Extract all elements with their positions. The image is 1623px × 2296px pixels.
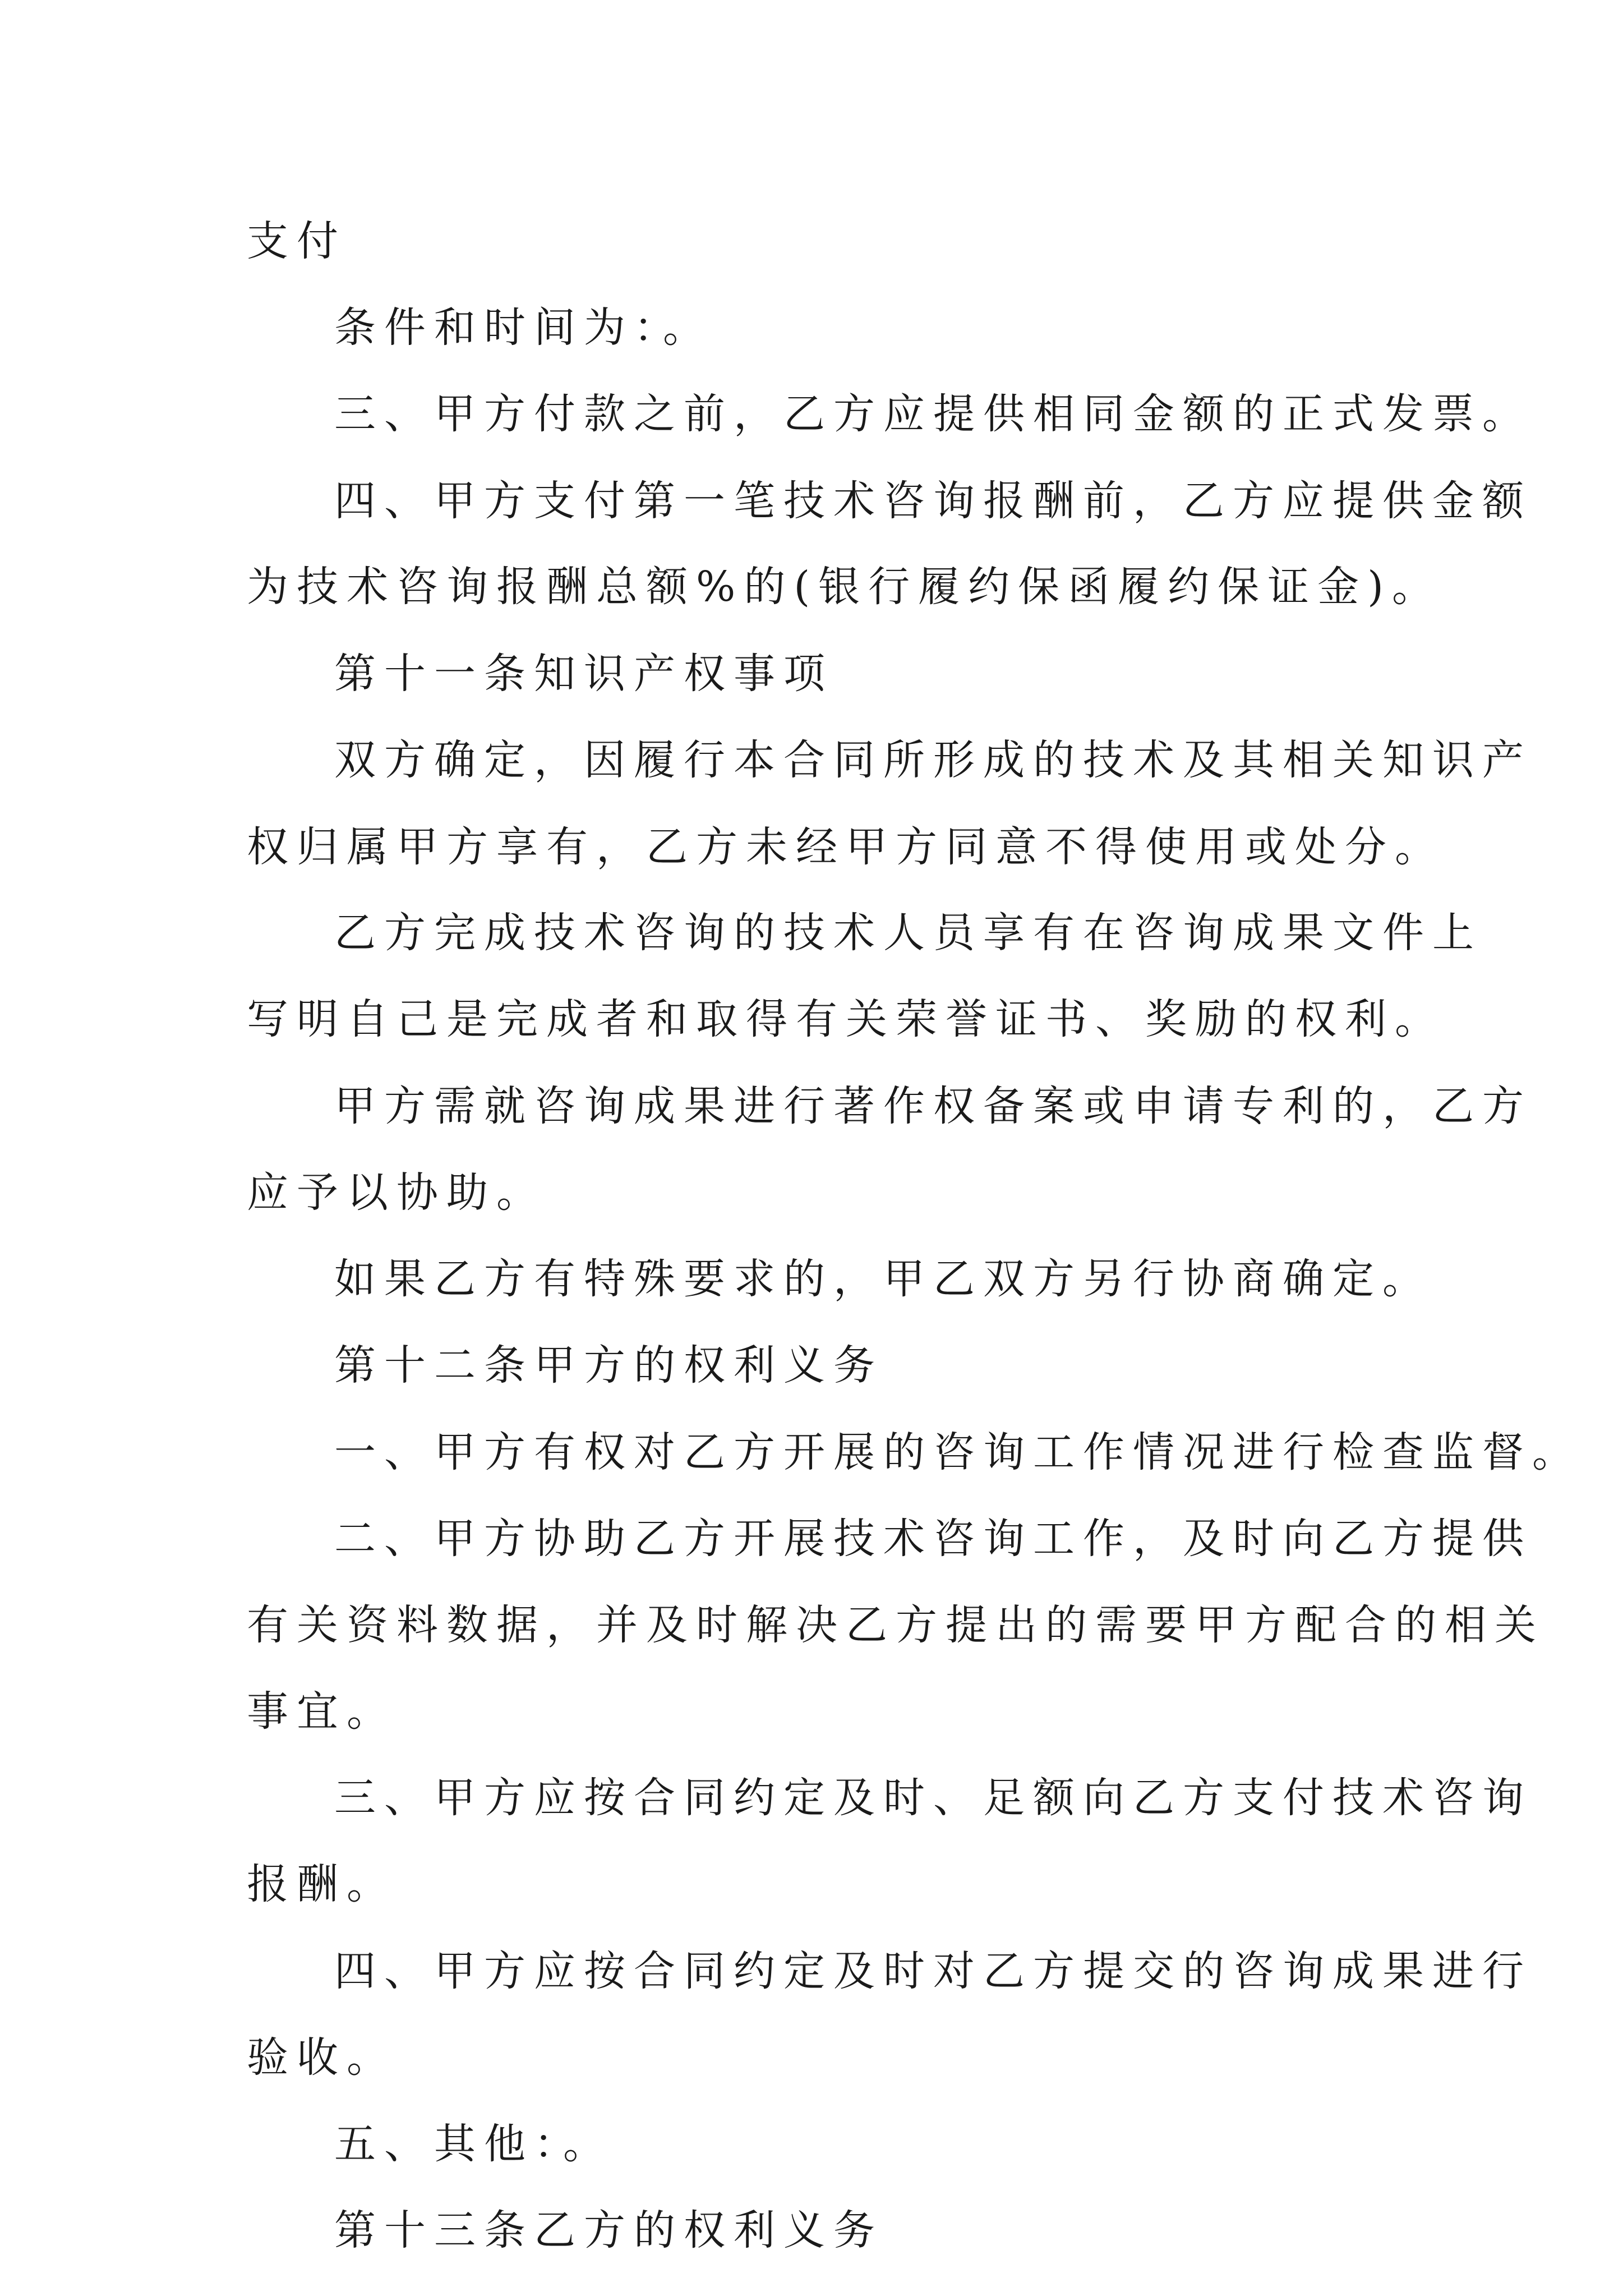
paragraph-line: 应予以协助。 — [247, 1168, 546, 1217]
paragraph-line: 双方确定，因履行本合同所形成的技术及其相关知识产 — [334, 736, 1532, 784]
section-heading: 第十三条乙方的权利义务 — [334, 2206, 883, 2254]
paragraph-line: 一、甲方有权对乙方开展的咨询工作情况进行检查监督。 — [334, 1428, 1582, 1476]
paragraph-line: 四、甲方应按合同约定及时对乙方提交的咨询成果进行 — [334, 1947, 1532, 1995]
paragraph-line: 为技术咨询报酬总额%的(银行履约保函履约保证金)。 — [247, 563, 1442, 611]
paragraph-line: 三、甲方付款之前，乙方应提供相同金额的正式发票。 — [334, 390, 1532, 438]
paragraph-line: 五、其他：。 — [334, 2120, 613, 2168]
paragraph-line: 甲方需就咨询成果进行著作权备案或申请专利的，乙方 — [334, 1082, 1532, 1130]
paragraph-line: 二、甲方协助乙方开展技术咨询工作，及时向乙方提供 — [334, 1515, 1532, 1563]
paragraph-line: 四、甲方支付第一笔技术咨询报酬前，乙方应提供金额 — [334, 477, 1532, 525]
paragraph-line: 权归属甲方享有，乙方未经甲方同意不得使用或处分。 — [247, 823, 1445, 871]
section-heading: 第十一条知识产权事项 — [334, 650, 833, 698]
paragraph-line: 报酬。 — [247, 1860, 396, 1908]
paragraph-line: 如果乙方有特殊要求的，甲乙双方另行协商确定。 — [334, 1255, 1432, 1303]
paragraph-line: 支付 — [247, 217, 347, 265]
paragraph-line: 乙方完成技术咨询的技术人员享有在咨询成果文件上 — [334, 909, 1482, 957]
paragraph-line: 有关资料数据，并及时解决乙方提出的需要甲方配合的相关 — [247, 1601, 1544, 1649]
paragraph-line: 三、甲方应按合同约定及时、足额向乙方支付技术咨询 — [334, 1774, 1532, 1822]
paragraph-line: 条件和时间为：。 — [334, 303, 713, 352]
paragraph-line: 验收。 — [247, 2033, 396, 2082]
paragraph-line: 事宜。 — [247, 1687, 396, 1736]
section-heading: 第十二条甲方的权利义务 — [334, 1341, 883, 1389]
paragraph-line: 写明自己是完成者和取得有关荣誉证书、奖励的权利。 — [247, 995, 1445, 1043]
